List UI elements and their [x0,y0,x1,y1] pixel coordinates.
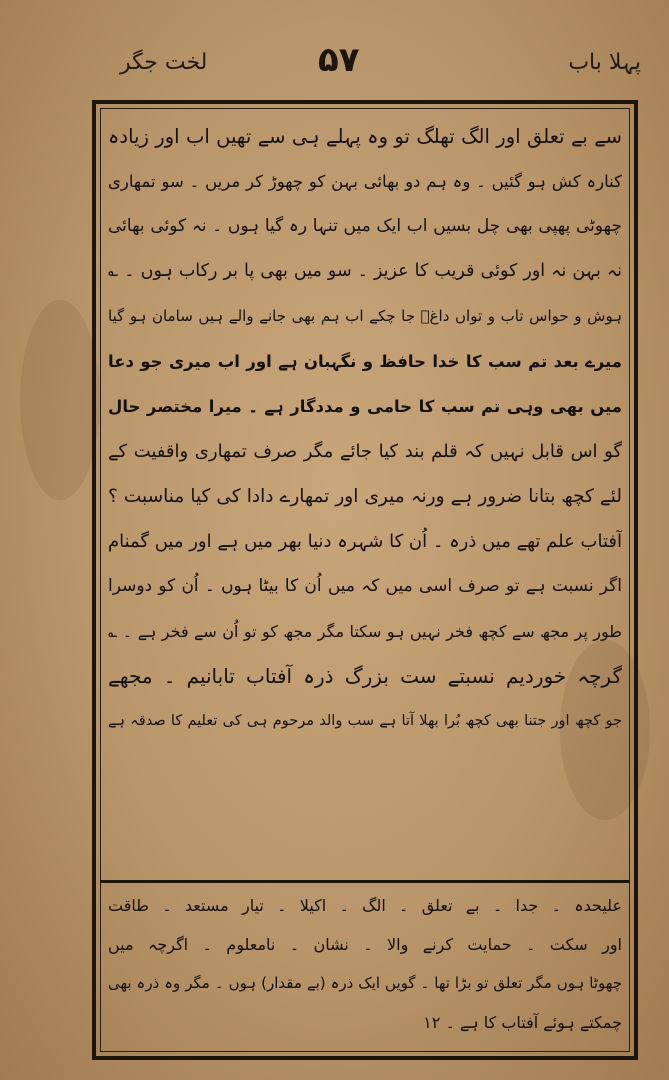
text-line: کنارہ کش ہو گئیں ۔ وہ ہم دو بھائی بہن کو چھوڑ کر مریں ۔ سو تمھاری [108,172,622,191]
paper-stain [20,300,100,500]
footnote-line: چمکتے ہوئے آفتاب کا ہے ۔ ۱۲ [423,1013,622,1032]
text-line: گو اس قابل نہیں کہ قلم بند کیا جائے مگر صرف تمھاری واقفیت کے [108,441,622,462]
text-line: نہ بہن نہ اور کوئی قریب کا عزیز ۔ سو میں بھی پا بر رکاب ہوں ۔ ؎ [108,261,622,281]
text-line: چھوٹی پھپی بھی چل بسیں اب ایک میں تنہا رہ گیا ہوں ۔ نہ کوئی بھائی [108,216,622,236]
text-line: آفتاب علم تھے میں ذرہ ۔ اُن کا شہرہ دنیا بھر میں ہے اور میں گمنام [108,531,622,552]
footnotes-block [108,886,622,1046]
text-line-emphasis: میں بھی وہی تم سب کا حامی و مددگار ہے ۔ میرا مختصر حال [108,397,622,416]
verse-line: گرچہ خوردیم نسبتے ست بزرگ ذرہ آفتاب تابانیم ۔ مجھے [108,664,622,688]
running-head [0,40,669,100]
book-title: لخت جگر [120,50,208,75]
footnote-line: اور سکت ۔ حمایت کرنے والا ۔ نشان ۔ نامعلوم ۔ اگرچہ میں [108,935,622,954]
footnote-line: علیحدہ ۔ جدا ۔ بے تعلق ۔ الگ ۔ اکیلا ۔ تیار مستعد ۔ طاقت [108,896,622,915]
page-number: ۵۷ [318,40,360,80]
footnote-line: چھوٹا ہوں مگر تعلق تو بڑا تھا ۔ گویں ایک ذرہ (بے مقدار) ہوں ۔ مگر وہ ذرہ بھی [108,974,622,992]
text-line: طور پر مجھ سے کچھ فخر نہیں ہو سکتا مگر مجھ کو تو اُن سے فخر ہے ۔ ؎ [108,622,622,641]
text-line: جو کچھ اور جتنا بھی کچھ بُرا بھلا آتا ہے سب والد مرحوم ہی کی تعلیم کا صدقہ ہے [108,713,622,729]
text-line: سے بے تعلق اور الگ تھلگ تو وہ پہلے ہی سے تھیں اب اور زیادہ [108,125,622,148]
verse-line: ہوش و حواس تاب و تواں داغؔ جا چکے اب ہم بھی جانے والے ہیں سامان ہو گیا [108,307,622,325]
text-line: لئے کچھ بتانا ضرور ہے ورنہ میری اور تمھارے دادا کی کیا مناسبت ؟ [108,486,622,507]
footnote-divider [100,880,630,883]
text-line: اگر نسبت ہے تو صرف اسی میں کہ میں اُن کا بیٹا ہوں ۔ اُن کو دوسرا [108,576,622,596]
chapter-title: پہلا باب [568,50,641,75]
main-text-block [108,114,622,874]
text-line-emphasis: میرے بعد تم سب کا خدا حافظ و نگہبان ہے اور اب میری جو دعا [108,352,622,371]
